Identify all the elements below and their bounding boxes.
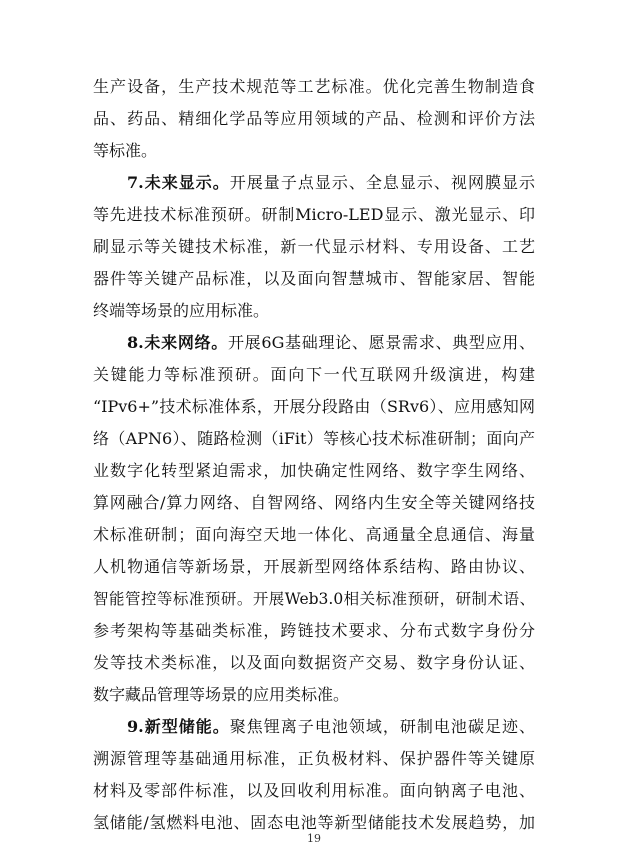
text-line: 刷显示等关键技术标准，新一代显示材料、专用设备、工艺 bbox=[93, 237, 535, 256]
text-line: 数字藏品管理等场景的应用类标准。 bbox=[93, 685, 350, 704]
text-line: 算网融合/算力网络、自智网络、网络内生安全等关键网络技 bbox=[93, 493, 535, 512]
text-run: 开展量子点显示、全息显示、视网膜显示 bbox=[229, 173, 535, 192]
text-line: 业数字化转型紧迫需求，加快确定性网络、数字孪生网络、 bbox=[93, 461, 535, 480]
section-heading: 9.新型储能。 bbox=[127, 717, 230, 736]
text-line: 生产设备，生产技术规范等工艺标准。优化完善生物制造食 bbox=[93, 77, 535, 96]
text-line: 络（APN6）、随路检测（iFit）等核心技术标准研制；面向产 bbox=[93, 429, 535, 448]
text-line: 品、药品、精细化学品等应用领域的产品、检测和评价方法 bbox=[93, 109, 535, 128]
text-line: 参考架构等基础类标准，跨链技术要求、分布式数字身份分 bbox=[93, 621, 535, 640]
text-line: 溯源管理等基础通用标准，正负极材料、保护器件等关键原 bbox=[93, 749, 535, 768]
text-line: 材料及零部件标准，以及回收利用标准。面向钠离子电池、 bbox=[93, 781, 535, 800]
page-number: 19 bbox=[307, 832, 321, 845]
section-heading: 7.未来显示。 bbox=[127, 173, 230, 192]
text-line: 智能管控等标准预研。开展Web3.0相关标准预研，研制术语、 bbox=[93, 590, 535, 608]
text-line: 器件等关键产品标准，以及面向智慧城市、智能家居、智能 bbox=[93, 269, 535, 288]
text-line: “IPv6+”技术标准体系，开展分段路由（SRv6）、应用感知网 bbox=[93, 397, 535, 416]
text-line: 术标准研制；面向海空天地一体化、高通量全息通信、海量 bbox=[93, 525, 535, 544]
text-line: 等标准。 bbox=[93, 141, 158, 160]
text-run: 聚焦锂离子电池领域，研制电池碳足迹、 bbox=[229, 717, 535, 736]
text-line: 发等技术类标准，以及面向数据资产交易、数字身份认证、 bbox=[93, 653, 535, 672]
text-line: 关键能力等标准预研。面向下一代互联网升级演进，构建 bbox=[93, 365, 535, 384]
text-line: 终端等场景的应用标准。 bbox=[93, 301, 270, 320]
text-run: 开展6G基础理论、愿景需求、典型应用、 bbox=[227, 333, 535, 352]
text-line: 等先进技术标准预研。研制Micro-LED显示、激光显示、印 bbox=[93, 205, 535, 224]
text-line: 人机物通信等新场景，开展新型网络体系结构、路由协议、 bbox=[93, 557, 535, 576]
section-9-first-line bbox=[127, 714, 535, 740]
section-7-first-line bbox=[127, 170, 535, 196]
text-line: 氢储能/氢燃料电池、固态电池等新型储能技术发展趋势，加 bbox=[93, 813, 535, 832]
section-heading: 8.未来网络。 bbox=[127, 333, 228, 352]
section-8-first-line bbox=[127, 330, 535, 356]
